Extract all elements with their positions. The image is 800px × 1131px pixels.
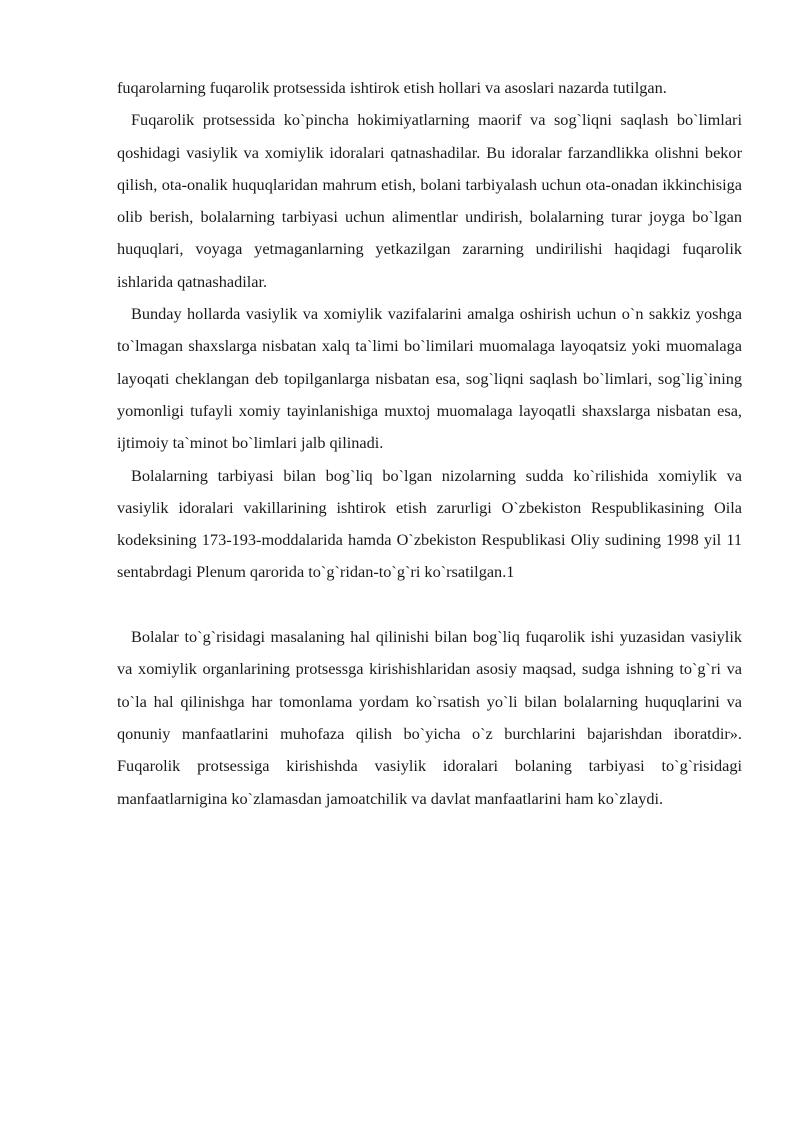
paragraph-court-participation: Fuqarolik protsessida ko`pincha hokimiyatlarning maorif va sog`liqni saqlash bo`limlari qoshidagi vasiylik va xomiylik idoralari qatnashadilar. Bu idoralar farzandlikka olishni bekor qilish, ota-onalik huquqlaridan mahrum etish, bolani tarbiyalash uchun ota-onadan ikkinchisiga olib berish, bolalarning tarbiyasi uchun alimentlar undirish, bolalarning turar joyga bo`lgan huquqlari, voyaga yetmaganlarning yetkazilgan zararning undirilishi haqidagi fuqarolik ishlarida qatnashadilar. — [117, 110, 742, 291]
paragraph-continuation: fuqarolarning fuqarolik protsessida ishtirok etish hollari va asoslari nazarda tutilgan. — [117, 78, 667, 97]
paragraph-purpose: Bolalar to`g`risidagi masalaning hal qilinishi bilan bog`liq fuqarolik ishi yuzasidan vasiylik va xomiylik organlarining protsessga kirishishlaridan asosiy maqsad, sudga ishning to`g`ri va to`la hal qilinishga har tomonlama yordam ko`rsatish yo`li bilan bolalarning huquqlarini va qonuniy manfaatlarini muhofaza qilish bo`yicha o`z burchlarini bajarishdan iboratdir». Fuqarolik protsessiga kirishishda vasiylik idoralari bolaning tarbiyasi to`g`risidagi manfaatlarnigina ko`zlamasdan jamoatchilik va davlat manfaatlarini ham ko`zlaydi. — [117, 627, 742, 808]
paragraph-guardianship-functions: Bunday hollarda vasiylik va xomiylik vazifalarini amalga oshirish uchun o`n sakkiz yoshga to`lmagan shaxslarga nisbatan xalq ta`limi bo`limilari muomalaga layoqatsiz yoki muomalaga layoqati cheklangan deb topilganlarga nisbatan esa, sog`liqni saqlash bo`limlari, sog`lig`ining yomonligi tufayli xomiy tayinlanishiga muxtoj muomalaga layoqatli shaxslarga nisbatan esa, ijtimoiy ta`minot bo`limlari jalb qilinadi. — [117, 304, 742, 453]
document-page — [117, 72, 742, 815]
paragraph-gap — [117, 589, 742, 621]
paragraph-legal-basis: Bolalarning tarbiyasi bilan bog`liq bo`lgan nizolarning sudda ko`rilishida xomiylik va vasiylik idoralari vakillarining ishtirok etish zarurligi O`zbekiston Respublikasining Oila kodeksining 173-193-moddalarida hamda O`zbekiston Respublikasi Oliy sudining 1998 yil 11 sentabrdagi Plenum qarorida to`g`ridan-to`g`ri ko`rsatilgan.1 — [117, 465, 742, 582]
